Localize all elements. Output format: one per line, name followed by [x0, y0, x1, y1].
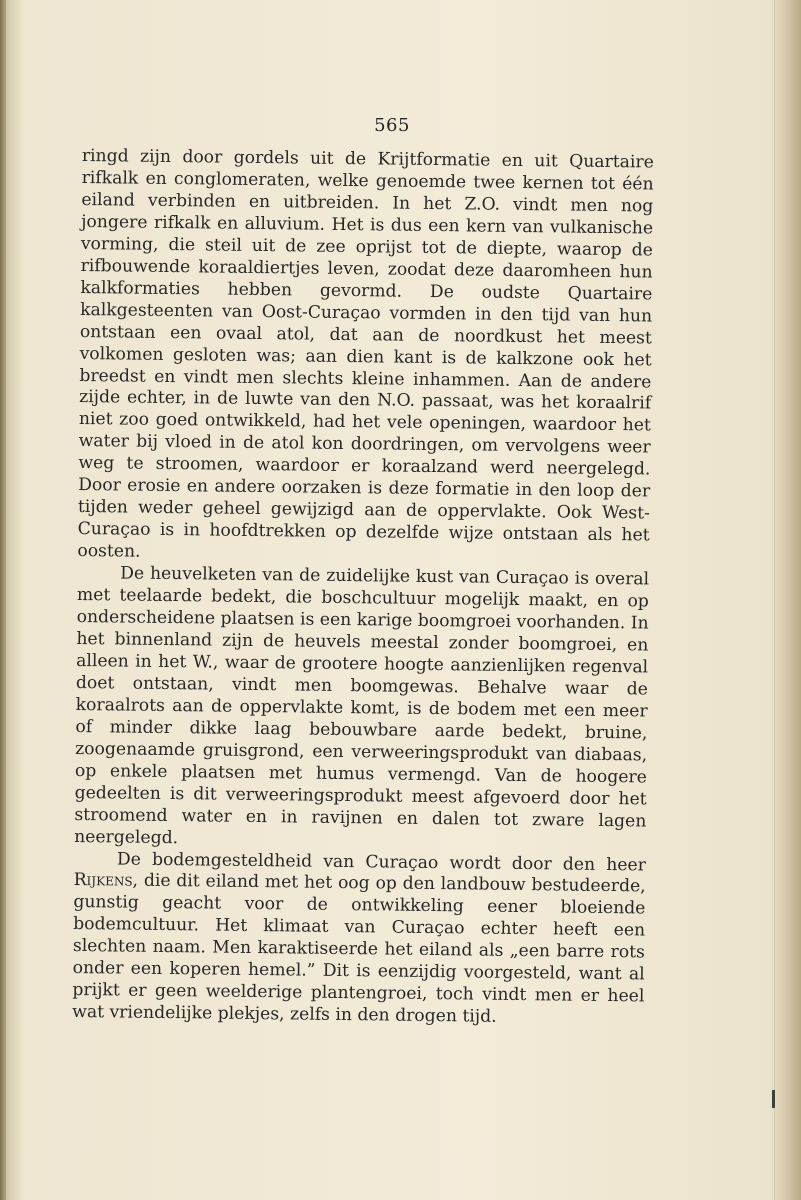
body-text: [72, 146, 654, 1031]
book-page: [22, 0, 772, 1200]
paragraph-1: ringd zijn door gordels uit de Krijtformatie en uit Quartaire rifkalk en conglomeraten, welke genoemde twee kernen tot één eiland verbinden en uitbreiden. In het Z.O. vindt men nog jongere rifkalk en alluvium. Het is dus een kern van vulkanische vorming, die steil uit de zee oprijst tot de diepte, waarop de rifbouwende koraaldiertjes leven, zoodat deze daaromheen hun kalkformaties hebben gevormd. De oudste Quartaire kalkgesteenten van Oost-Curaçao vormden in den tijd van hun ontstaan een ovaal atol, dat aan de noordkust het meest volkomen gesloten was; aan dien kant is de kalkzone ook het breedst en vindt men slechts kleine inhammen. Aan de andere zijde echter, in de luwte van den N.O. passaat, was het koraalrif niet zoo goed ontwikkeld, had het vele openingen, waardoor het water bij vloed in de atol kon doordringen, om vervolgens weer weg te stroomen, waardoor er koraalzand werd neergelegd. Door erosie en andere oorzaken is deze formatie in den loop der tijden weder geheel gewijzigd aan de oppervlakte. Ook West-Curaçao is in hoofdtrekken op dezelfde wijze ontstaan als het oosten.: [77, 146, 654, 562]
scan-artifact-mark: [772, 1090, 775, 1108]
paragraph-3-before: De bodemgesteldheid van Curaçao wordt door den heer: [116, 848, 646, 875]
author-name-rijkens: Rijkens: [73, 870, 133, 892]
book-right-edge: [774, 0, 801, 1200]
paragraph-2: De heuvelketen van de zuidelijke kust van Curaçao is overal met teelaarde bedekt, die boschcultuur mogelijk maakt, en op onderscheidene plaatsen is een karige boomgroei voorhanden. In het binnenland zijn de heuvels meestal zonder boomgroei, en alleen in het W., waar de grootere hoogte aanzienlijken regenval doet ontstaan, vindt men boomgewas. Behalve waar de koraalrots aan de oppervlakte komt, is de bodem met een meer of minder dikke laag bebouwbare aarde bedekt, bruine, zoogenaamde gruisgrond, een verweeringsprodukt van diabaas, op enkele plaatsen met humus vermengd. Van de hoogere gedeelten is dit verweeringsprodukt meest afgevoerd door het stroomend water en in ravijnen en dalen tot zware lagen neergelegd.: [74, 563, 650, 848]
page-number: 565: [374, 115, 410, 136]
paragraph-3-after: , die dit eiland met het oog op den landbouw bestudeerde, gunstig geacht voor de ontwikkeling eener bloeiende bodemcultuur. Het klimaat van Curaçao echter heeft een slechten naam. Men karaktiseerde het eiland als „een barre rots onder een koperen hemel.” Dit is eenzijdig voorgesteld, want al prijkt er geen weelderige plantengroei, toch vindt men er heel wat vriendelijke plekjes, zelfs in den drogen tijd.: [72, 871, 646, 1027]
paragraph-3: [72, 848, 646, 1030]
book-gutter-edge: [0, 0, 6, 1200]
